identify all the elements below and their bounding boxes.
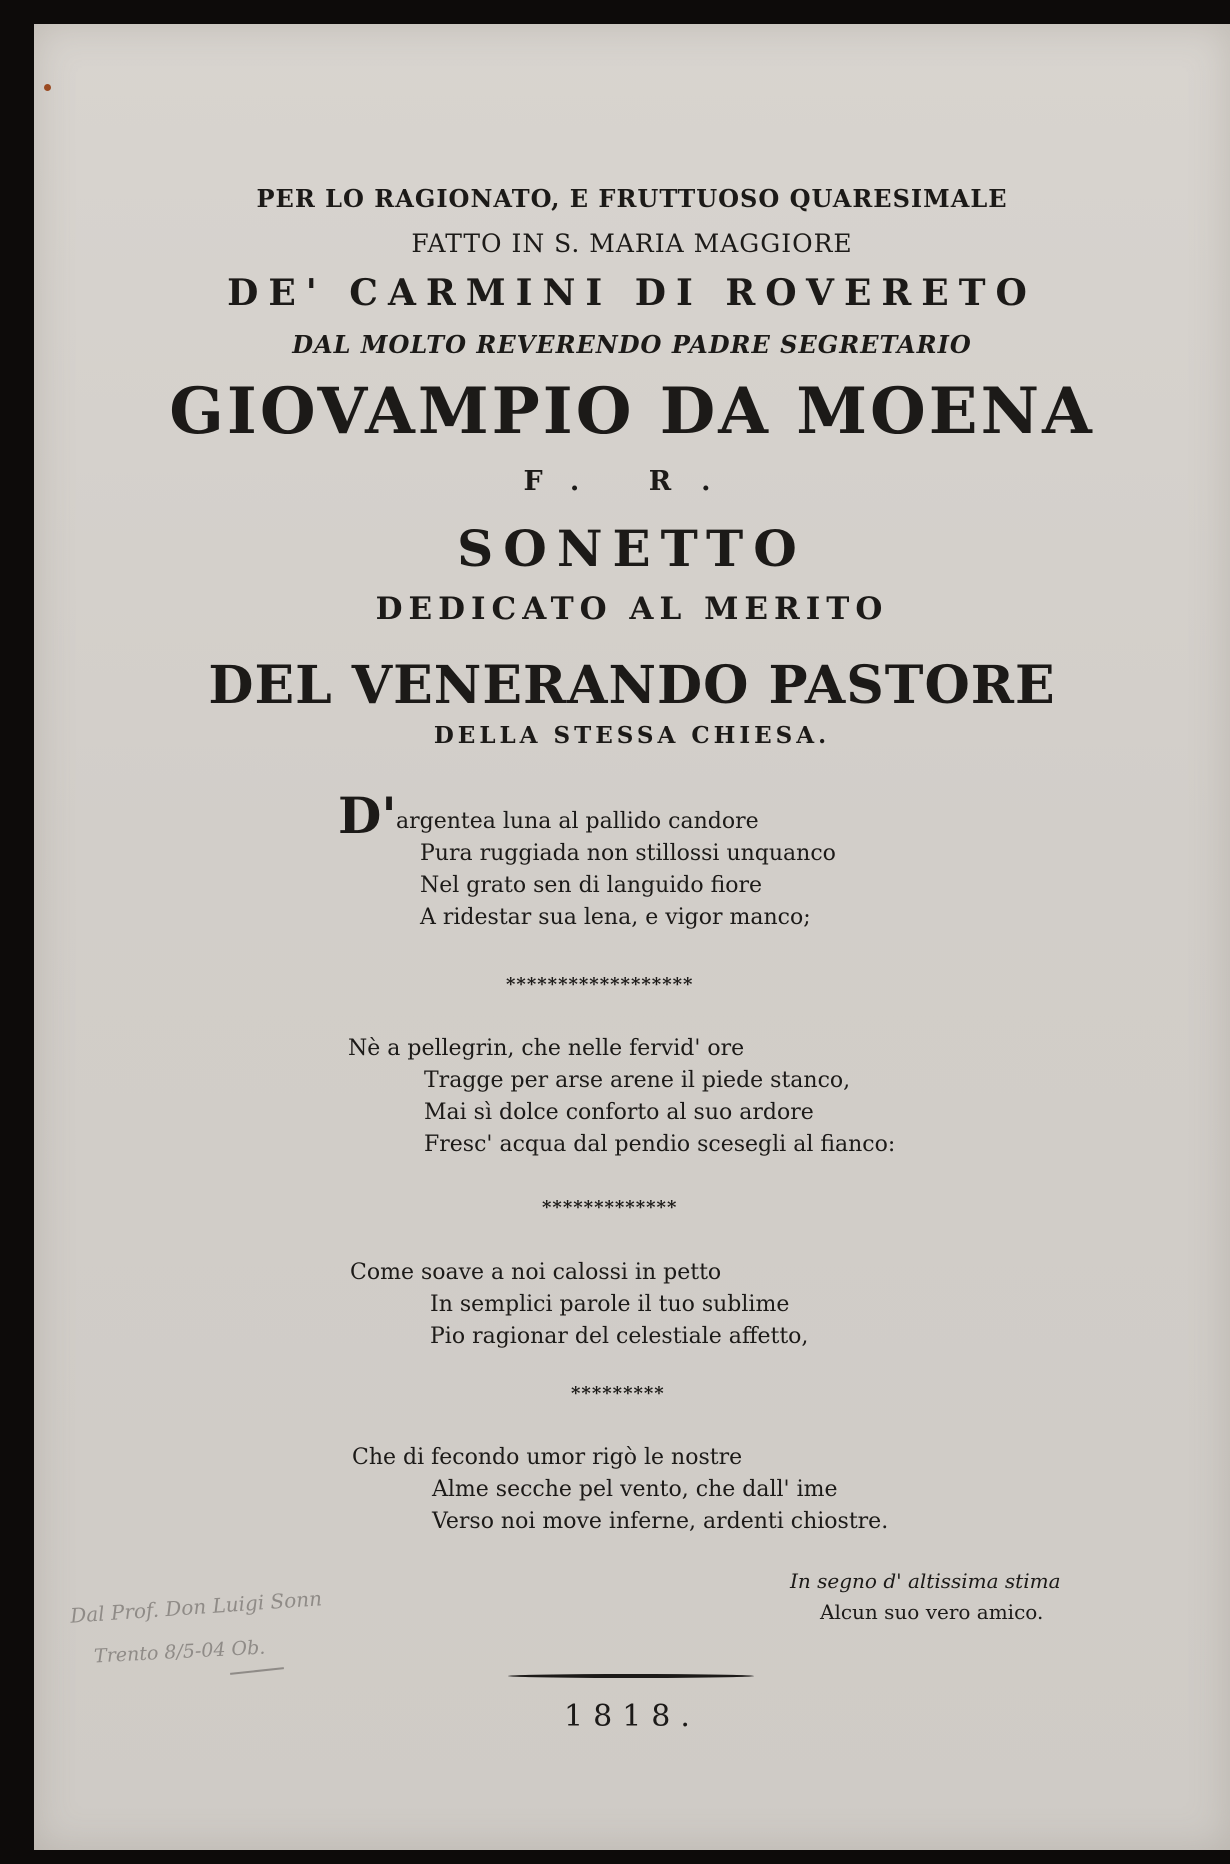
author-name: GIOVAMPIO DA MOENA <box>169 374 1095 449</box>
handwritten-underline <box>230 1667 284 1675</box>
header-line-4: DAL MOLTO REVERENDO PADRE SEGRETARIO <box>292 330 972 359</box>
stars-separator-1: ****************** <box>506 974 694 995</box>
handwritten-note-line-1: Dal Prof. Don Luigi Sonn <box>69 1586 323 1628</box>
handwritten-note-line-2: Trento 8/5-04 Ob. <box>93 1636 266 1668</box>
broadside-page <box>34 24 1230 1850</box>
stanza-2-line-3: Mai sì dolce conforto al suo ardore <box>424 1100 814 1125</box>
title-sonetto: SONETTO <box>457 519 807 578</box>
publication-year: 1818. <box>564 1699 700 1734</box>
header-line-2: FATTO IN S. MARIA MAGGIORE <box>411 229 853 258</box>
stanza-3-line-3: Pio ragionar del celestiale affetto, <box>430 1324 809 1349</box>
drop-cap: D' <box>338 786 397 845</box>
stars-separator-2: ************* <box>542 1197 678 1218</box>
stanza-4-line-3: Verso noi move inferne, ardenti chiostre. <box>432 1509 889 1534</box>
decorative-rule <box>508 1674 754 1678</box>
stanza-2-line-2: Tragge per arse arene il piede stanco, <box>424 1068 851 1093</box>
author-initials: F. R. <box>523 466 741 497</box>
stanza-3-line-2: In semplici parole il tuo sublime <box>430 1292 790 1317</box>
header-line-1: PER LO RAGIONATO, E FRUTTUOSO QUARESIMALE <box>256 184 1008 213</box>
signature-line-2: Alcun suo vero amico. <box>820 1600 1044 1624</box>
header-line-3: DE' CARMINI DI ROVERETO <box>227 272 1037 314</box>
stanza-2-line-1: Nè a pellegrin, che nelle fervid' ore <box>348 1036 745 1061</box>
dedicatee-line: DEL VENERANDO PASTORE <box>208 655 1056 716</box>
stanza-4-line-1: Che di fecondo umor rigò le nostre <box>352 1445 743 1470</box>
stanza-1-line-3: Nel grato sen di languido fiore <box>420 873 763 898</box>
stain-mark <box>44 84 51 91</box>
stanza-1-line-4: A ridestar sua lena, e vigor manco; <box>420 905 811 930</box>
stanza-3-line-1: Come soave a noi calossi in petto <box>350 1260 722 1285</box>
church-line: DELLA STESSA CHIESA. <box>433 722 831 749</box>
stanza-2-line-4: Fresc' acqua dal pendio scesegli al fianco: <box>424 1132 896 1157</box>
stanza-1-line-2: Pura ruggiada non stillossi unquanco <box>420 841 836 866</box>
stanza-4-line-2: Alme secche pel vento, che dall' ime <box>432 1477 838 1502</box>
signature-line-1: In segno d' altissima stima <box>790 1569 1061 1593</box>
stars-separator-3: ********* <box>571 1383 665 1404</box>
dedication-line: DEDICATO AL MERITO <box>375 591 889 627</box>
stanza-1-line-1: argentea luna al pallido candore <box>396 809 759 834</box>
